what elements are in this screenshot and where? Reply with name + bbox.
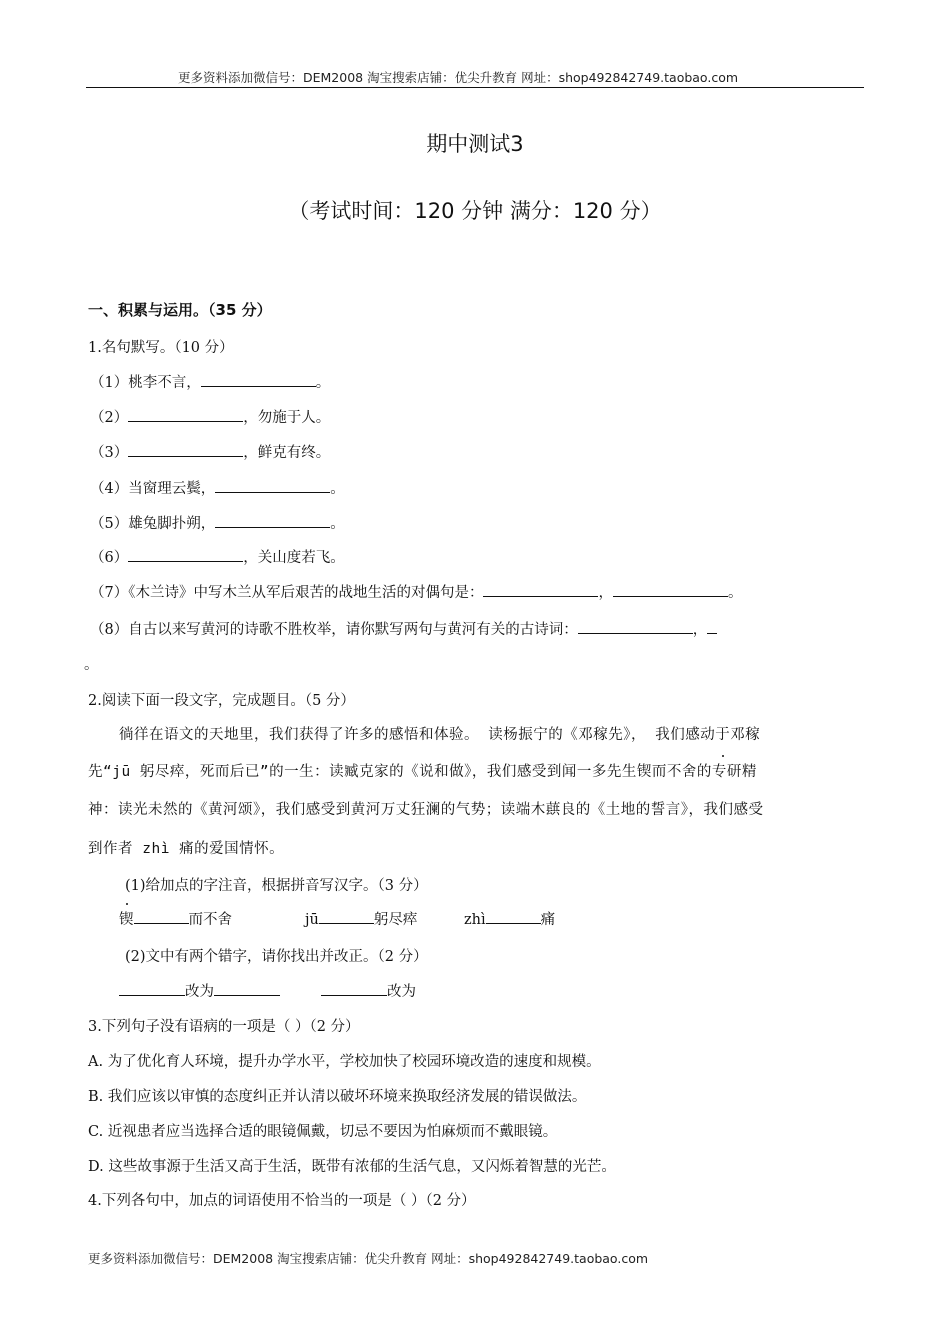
passage-line: 先“jū 躬尽瘁，死而后已”的一生：读臧克家的《说和做》，我们感受到闻一多先生锲而不舍的专研精 bbox=[88, 764, 757, 780]
page-header: 更多资料添加微信号：DEM2008 淘宝搜索店铺：优尖升教育 网址：shop492842749.taobao.com bbox=[178, 70, 739, 85]
answer-blank[interactable] bbox=[134, 909, 189, 924]
answer-blank[interactable] bbox=[215, 478, 330, 493]
answer-blank[interactable] bbox=[128, 547, 243, 562]
q3-option-d: D. 这些故事源于生活又高于生活，既带有浓郁的生活气息，又闪烁着智慧的光芒。 bbox=[88, 1159, 616, 1175]
q2-answer-row-1 bbox=[119, 908, 232, 929]
q1-text: ，关山度若飞。 bbox=[243, 550, 345, 566]
passage-line: 到作者 zhì 痛的爱国情怀。 bbox=[88, 841, 285, 857]
q2-correction-2 bbox=[321, 980, 416, 1001]
q1-stem: 1.名句默写。（10 分） bbox=[88, 340, 234, 356]
q1-text: （2） bbox=[90, 410, 129, 426]
answer-blank[interactable] bbox=[483, 582, 598, 597]
answer-blank[interactable] bbox=[613, 582, 728, 597]
q3-option-b: B. 我们应该以审慎的态度纠正并认清以破坏环境来换取经济发展的错误做法。 bbox=[88, 1089, 587, 1105]
q1-text: 。 bbox=[330, 481, 345, 497]
q1-text: ，勿施于人。 bbox=[243, 410, 331, 426]
answer-blank[interactable] bbox=[128, 442, 243, 457]
q2-text: 改为 bbox=[387, 984, 416, 1000]
answer-blank[interactable] bbox=[201, 372, 316, 387]
answer-blank[interactable] bbox=[707, 619, 717, 634]
q1-item-7 bbox=[90, 581, 742, 602]
q1-text: ，鲜克有终。 bbox=[243, 445, 331, 461]
q1-text: 。 bbox=[315, 375, 331, 391]
q1-text: （4）当窗理云鬓， bbox=[90, 481, 216, 497]
answer-blank[interactable] bbox=[128, 407, 243, 422]
q1-item-5 bbox=[90, 512, 345, 533]
q1-item-8 bbox=[90, 618, 717, 639]
q1-text: （1）桃李不言， bbox=[90, 375, 201, 391]
answer-blank[interactable] bbox=[578, 619, 693, 634]
q1-text: （5）雄兔脚扑朔， bbox=[90, 516, 216, 532]
answer-blank[interactable] bbox=[119, 981, 185, 996]
q2-text: jū bbox=[305, 912, 319, 928]
passage-line: 徜徉在语文的天地里，我们获得了许多的感悟和体验。 读杨振宁的《邓稼先》， 我们感动于邓稼 bbox=[119, 727, 761, 743]
q3-stem: 3.下列句子没有语病的一项是（ ）（2 分） bbox=[88, 1019, 360, 1035]
q1-item-1 bbox=[90, 371, 330, 392]
q1-text: （7）《木兰诗》中写木兰从军后艰苦的战地生活的对偶句是： bbox=[90, 585, 484, 601]
q2-text: 锲 bbox=[119, 912, 134, 928]
q2-sub-2: (2)文中有两个错字，请你找出并改正。（2 分） bbox=[125, 949, 428, 965]
q3-option-a: A. 为了优化育人环境，提升办学水平，学校加快了校园环境改造的速度和规模。 bbox=[88, 1054, 601, 1070]
passage-line: 神：读光未然的《黄河颂》，我们感受到黄河万丈狂澜的气势；读端木蕻良的《土地的誓言》，我们感受 bbox=[88, 802, 764, 818]
q2-text: 而不舍 bbox=[188, 912, 232, 928]
q4-stem: 4.下列各句中，加点的词语使用不恰当的一项是（ ）（2 分） bbox=[88, 1193, 476, 1209]
q1-text: 。 bbox=[330, 516, 345, 532]
section-heading: 一、积累与运用。（35 分） bbox=[88, 301, 272, 319]
q2-stem: 2.阅读下面一段文字，完成题目。（5 分） bbox=[88, 693, 355, 709]
exam-info: （考试时间：120 分钟 满分：120 分） bbox=[288, 199, 662, 223]
q2-correction-1 bbox=[119, 980, 280, 1001]
q2-answer-row-3 bbox=[464, 908, 555, 929]
answer-blank[interactable] bbox=[319, 909, 374, 924]
q1-text: （6） bbox=[90, 550, 129, 566]
page-footer: 更多资料添加微信号：DEM2008 淘宝搜索店铺：优尖升教育 网址：shop492842749.taobao.com bbox=[88, 1251, 649, 1266]
answer-blank[interactable] bbox=[486, 909, 541, 924]
q1-text: （8）自古以来写黄河的诗歌不胜枚举，请你默写两句与黄河有关的古诗词： bbox=[90, 622, 578, 638]
q2-text: 痛 bbox=[540, 912, 556, 928]
answer-blank[interactable] bbox=[321, 981, 387, 996]
q2-answer-row-2 bbox=[305, 908, 417, 929]
page-title: 期中测试3 bbox=[426, 132, 524, 156]
header-rule bbox=[86, 87, 864, 88]
q1-text: ， bbox=[598, 585, 613, 601]
q2-sub-1: (1)给加点的字注音，根据拼音写汉字。（3 分） bbox=[125, 878, 428, 894]
q1-item-8-end: 。 bbox=[84, 657, 99, 673]
q1-item-6 bbox=[90, 546, 345, 567]
q2-text: 改为 bbox=[185, 984, 214, 1000]
q1-item-2 bbox=[90, 406, 330, 427]
q3-option-c: C. 近视患者应当选择合适的眼镜佩戴，切忌不要因为怕麻烦而不戴眼镜。 bbox=[88, 1124, 558, 1140]
answer-blank[interactable] bbox=[215, 513, 330, 528]
q1-text: 。 bbox=[727, 585, 743, 601]
q1-item-3 bbox=[90, 441, 330, 462]
q1-text: ， bbox=[692, 622, 708, 638]
q1-item-4 bbox=[90, 477, 345, 498]
q2-text: 躬尽瘁 bbox=[373, 912, 418, 928]
q1-text: （3） bbox=[90, 445, 129, 461]
emphasis-dot bbox=[126, 903, 128, 905]
answer-blank[interactable] bbox=[214, 981, 280, 996]
emphasis-dot bbox=[722, 755, 724, 757]
q2-text: zhì bbox=[464, 912, 486, 928]
